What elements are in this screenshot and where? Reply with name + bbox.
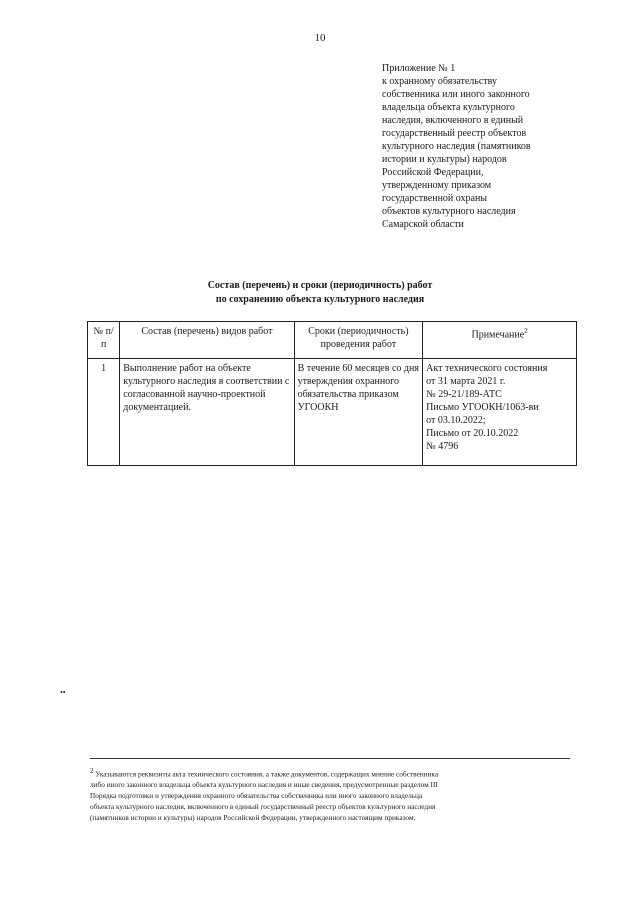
- note-line: Письмо УГООКН/1063-ви: [426, 402, 539, 413]
- footnote-ref: 2: [524, 327, 528, 335]
- header-num: № п/п: [88, 322, 120, 359]
- appendix-line: собственника или иного законного: [382, 89, 530, 100]
- cell-note: [423, 359, 577, 466]
- note-line: Акт технического состояния: [426, 363, 548, 374]
- note-line: от 03.10.2022;: [426, 415, 486, 426]
- table-row: [88, 359, 577, 466]
- footnote: [90, 766, 572, 823]
- page-number: 10: [314, 32, 326, 44]
- header-note: [423, 322, 577, 359]
- stray-mark: ••: [60, 688, 66, 697]
- works-table: [87, 321, 577, 466]
- appendix-line: истории и культуры) народов: [382, 154, 507, 165]
- appendix-line: наследия, включенного в единый: [382, 115, 524, 126]
- cell-terms: В течение 60 месяцев со дня утверждения охранного обязательства приказом УГООКН: [294, 359, 423, 466]
- appendix-line: к охранному обязательству: [382, 76, 498, 87]
- footnote-line: Порядка подготовки и утверждения охранного обязательства собственника или иного законного владельца: [90, 791, 423, 801]
- document-title-line: Состав (перечень) и сроки (периодичность) работ: [207, 280, 433, 291]
- footnote-line: (памятников истории и культуры) народов Российской Федерации, утвержденного настоящим приказом.: [90, 813, 416, 823]
- note-line: Письмо от 20.10.2022: [426, 428, 519, 439]
- note-line: № 29-21/189-АТС: [426, 389, 502, 400]
- header-terms: Сроки (периодичность) проведения работ: [294, 322, 423, 359]
- document-title-line: по сохранению объекта культурного наследия: [215, 294, 425, 305]
- appendix-line: утвержденному приказом: [382, 180, 492, 191]
- header-works: Состав (перечень) видов работ: [120, 322, 294, 359]
- document-title: [0, 279, 640, 307]
- appendix-line: Российской Федерации,: [382, 167, 484, 178]
- note-line: № 4796: [426, 441, 459, 452]
- footnote-text: Указываются реквизиты акта технического состояния, а также документов, содержащих мнение собственника: [95, 769, 439, 779]
- appendix-line: культурного наследия (памятников: [382, 141, 531, 152]
- footnote-divider: [90, 758, 570, 759]
- cell-works: Выполнение работ на объекте культурного наследия в соответствии с согласованной научно-проектной документацией.: [120, 359, 294, 466]
- footnote-line: объекта культурного наследия, включенного в единый государственный реестр объектов культурного наследия: [90, 802, 436, 812]
- footnote-line: либо иного законного владельца объекта культурного наследия и иные сведения, предусмотренные разделом III: [90, 780, 438, 790]
- header-note-label: Примечание: [471, 329, 525, 341]
- appendix-line: объектов культурного наследия: [382, 206, 516, 217]
- cell-num: 1: [88, 359, 120, 466]
- appendix-line: владельца объекта культурного: [382, 102, 515, 113]
- table-header-row: [88, 322, 577, 359]
- appendix-line: государственной охраны: [382, 193, 488, 204]
- appendix-line: Приложение № 1: [382, 63, 456, 74]
- appendix-line: Самарской области: [382, 219, 464, 230]
- appendix-header: [382, 62, 592, 231]
- footnote-marker: 2: [90, 767, 94, 775]
- appendix-line: государственный реестр объектов: [382, 128, 527, 139]
- footnote-line: [90, 766, 572, 779]
- note-line: от 31 марта 2021 г.: [426, 376, 506, 387]
